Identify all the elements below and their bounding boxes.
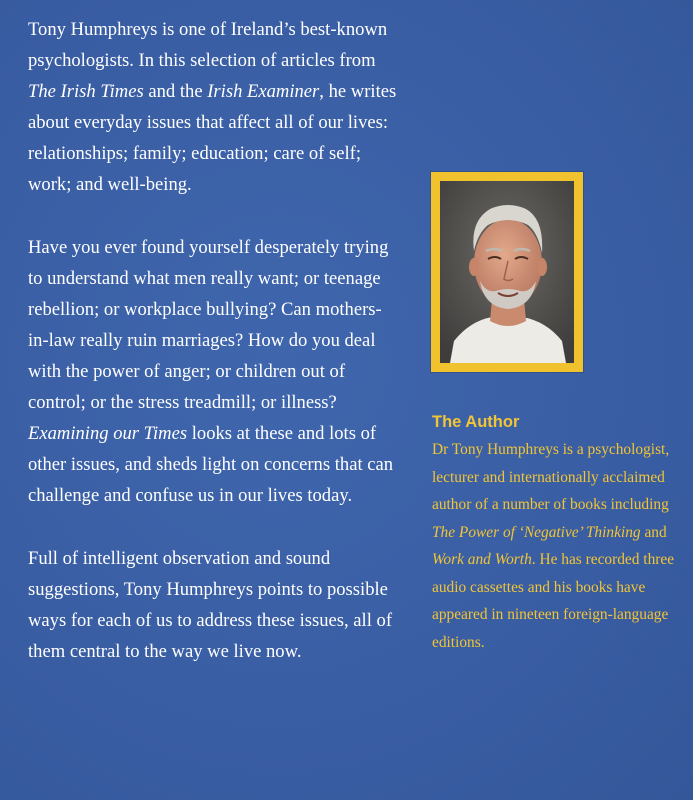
blurb-paragraph-1: Tony Humphreys is one of Ireland’s best-known psychologists. In this selection of articles from The Irish Times and the Irish Examiner, he writes about everyday issues that affect all of our lives: relationships; family; education; care of self; work; and well-being. — [28, 19, 397, 195]
title-work-and-worth: Work and Worth — [432, 551, 532, 568]
blurb-column — [28, 14, 398, 667]
author-portrait-frame — [431, 172, 583, 372]
author-bio: Dr Tony Humphreys is a psychologist, lecturer and internationally acclaimed author of a number of books including The Power of ‘Negative’ Thinking and Work and Worth. He has recorded three audio cassettes and his books have appeared in nineteen foreign-language editions. — [432, 441, 675, 651]
title-power-of-negative-thinking: The Power of ‘Negative’ Thinking — [432, 523, 641, 541]
blurb-paragraph-2: Have you ever found yourself desperately trying to understand what men really want; or teenage rebellion; or workplace bullying? Can mothers-in-law really ruin marriages? How do you deal with the power of anger; or children out of control; or the stress treadmill; or illness? Examining our Times looks at these and lots of other issues, and sheds light on concerns that can challenge and confuse us in our lives today. — [28, 237, 394, 506]
blurb-paragraph-3: Full of intelligent observation and sound suggestions, Tony Humphreys points to possible ways for each of us to address these issues, all of them central to the way we live now. — [28, 548, 393, 662]
author-heading: The Author — [432, 413, 520, 431]
title-examining-our-times: Examining our Times — [28, 423, 188, 444]
author-section — [432, 410, 687, 656]
author-portrait-photo-icon — [440, 181, 574, 363]
title-irish-examiner: Irish Examiner — [207, 81, 320, 102]
title-irish-times: The Irish Times — [28, 81, 144, 102]
